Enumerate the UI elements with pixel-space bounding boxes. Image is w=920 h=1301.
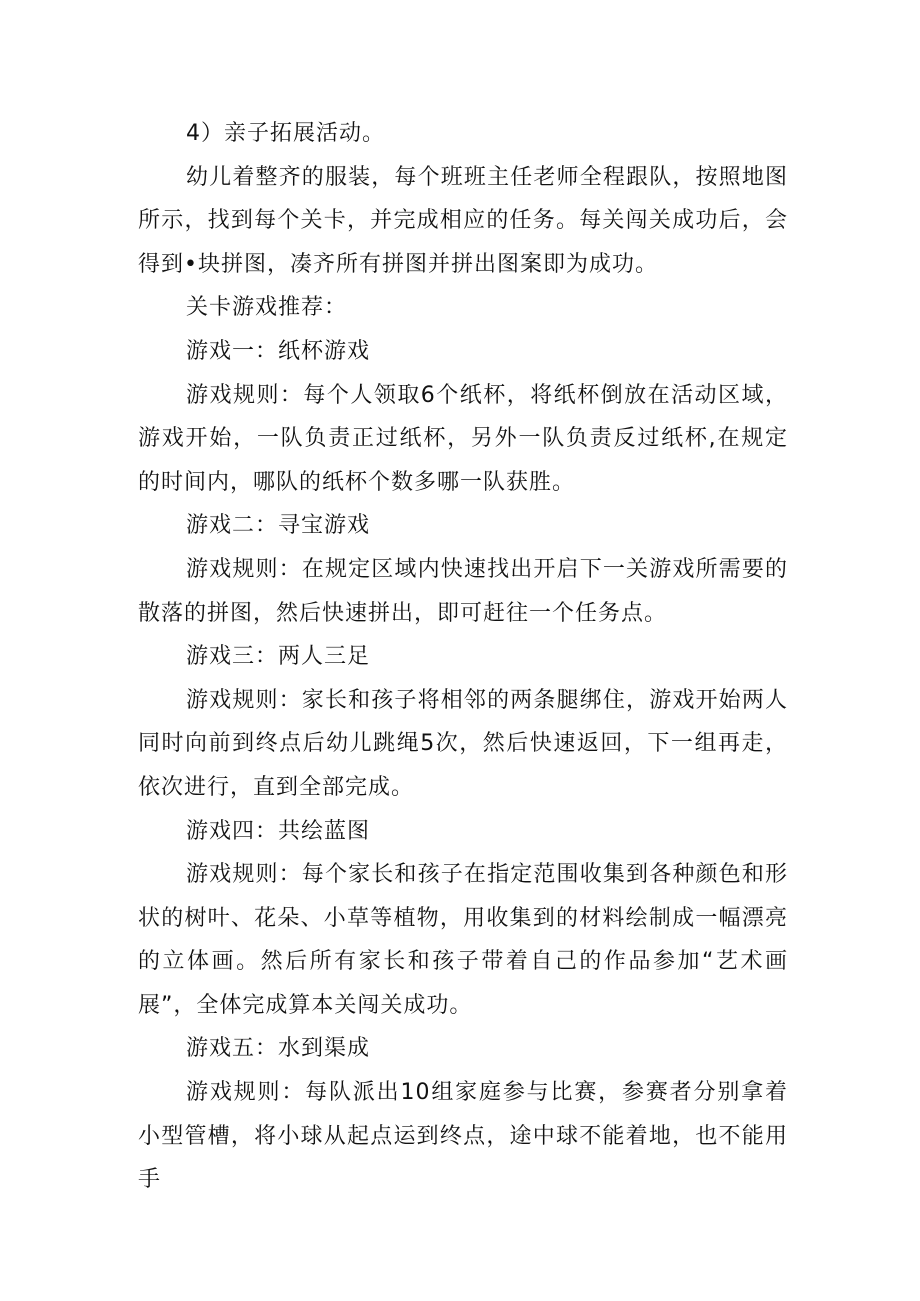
game-rules: 游戏规则：每个家长和孩子在指定范围收集到各种颜色和形状的树叶、花朵、小草等植物，用收集到的材料绘制成一幅漂亮的立体画。然后所有家长和孩子带着自己的作品参加“艺术画展”，全体完成算本关闯关成功。 bbox=[138, 862, 788, 1018]
game-rules: 游戏规则：每队派出10组家庭参与比赛，参赛者分别拿着小型管槽，将小球从起点运到终点，途中球不能着地，也不能用手 bbox=[138, 1080, 788, 1193]
game-title: 游戏五：水到渠成 bbox=[186, 1036, 371, 1062]
game-title: 游戏三：两人三足 bbox=[186, 644, 371, 670]
section-heading: 4）亲子拓展活动。 bbox=[186, 121, 385, 146]
subsection-heading: 关卡游戏推荐： bbox=[186, 295, 348, 321]
game-title: 游戏一：纸杯游戏 bbox=[186, 338, 371, 364]
document-body bbox=[138, 112, 788, 1202]
game-rules: 游戏规则：家长和孩子将相邻的两条腿绑住，游戏开始两人同时向前到终点后幼儿跳绳5次，然后快速返回，下一组再走，依次进行，直到全部完成。 bbox=[138, 687, 788, 800]
game-rules: 游戏规则：在规定区域内快速找出开启下一关游戏所需要的散落的拼图，然后快速拼出，即可赶往一个任务点。 bbox=[138, 556, 788, 626]
game-title: 游戏四：共绘蓝图 bbox=[186, 818, 371, 844]
game-title: 游戏二：寻宝游戏 bbox=[186, 513, 371, 539]
body-paragraph: 幼儿着整齐的服装，每个班班主任老师全程跟队，按照地图所示，找到每个关卡，并完成相应的任务。每关闯关成功后，会得到•块拼图，凑齐所有拼图并拼出图案即为成功。 bbox=[138, 164, 788, 277]
game-rules: 游戏规则：每个人领取6个纸杯，将纸杯倒放在活动区域，游戏开始，一队负责正过纸杯，另外一队负责反过纸杯,在规定的时间内，哪队的纸杯个数多哪一队获胜。 bbox=[138, 382, 788, 495]
